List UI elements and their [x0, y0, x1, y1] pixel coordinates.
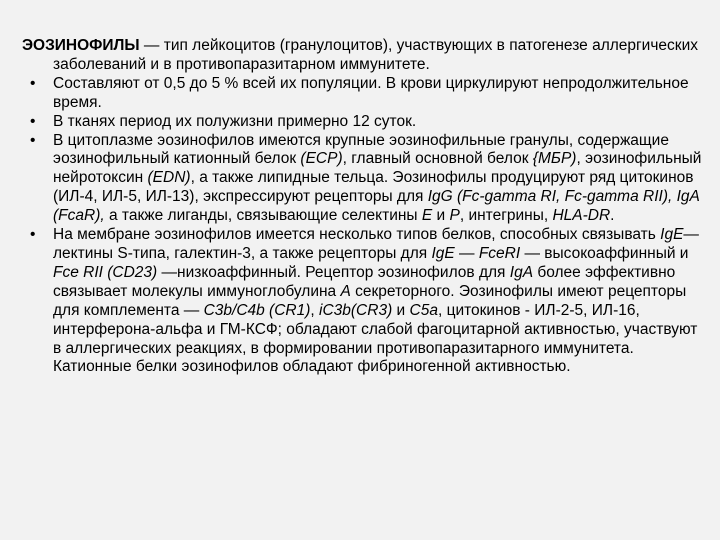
bullet-icon: •: [30, 226, 36, 244]
text-segment: —низкоаффинный. Рецептор эозинофилов для: [157, 263, 510, 281]
term-a: А: [340, 282, 351, 300]
bullet-list: [22, 75, 702, 378]
bullet-icon: •: [30, 112, 36, 130]
term-edn: (EDN): [147, 169, 191, 187]
term-cr1: C3b/C4b (CR1): [203, 301, 311, 319]
text-segment: и: [432, 207, 450, 225]
text-segment: , а также липидные тельца. Эозинофилы продуцируют ряд цитокинов (ИЛ-4, ИЛ-5, ИЛ-13), экспрессируют рецепторы для: [53, 169, 694, 206]
bullet-item-3: [22, 132, 702, 227]
bullet-text: В тканях период их полужизни примерно 12 суток.: [53, 112, 417, 130]
intro-text: — тип лейкоцитов (гранулоцитов), участвующих в патогенезе аллергических заболеваний и в противопаразитарном иммунитете.: [53, 37, 698, 73]
text-segment: секреторного. Эозинофилы имеют рецепторы для комплемента —: [53, 282, 687, 319]
term-fceri: FceRI: [478, 244, 521, 262]
term-cr3: iC3b(CR3): [319, 301, 393, 319]
bullet-item-4: [22, 226, 702, 377]
text-segment: , интегрины,: [459, 207, 553, 225]
text-segment: , цитокинов - ИЛ-2-5, ИЛ-16, интерферона-альфа и ГМ-КСФ; обладают слабой фагоцитарной активностью, участвуют в аллергических реакциях, в формировании противопаразитарного иммунитета. Катионные белки эозинофилов обладают фибриногенной активностью.: [53, 301, 698, 376]
intro-term: ЭОЗИНОФИЛЫ: [22, 37, 140, 54]
bullet-icon: •: [30, 74, 36, 92]
term-mbp: {МБР): [532, 150, 577, 168]
intro-paragraph: [22, 37, 702, 75]
text-segment: .: [610, 207, 615, 225]
text-segment: В цитоплазме эозинофилов имеются крупные эозинофильные гранулы, содержащие эозинофильный катионный белок: [53, 131, 669, 168]
term-fceii: Fce RII (CD23): [53, 263, 158, 281]
bullet-item-2: [22, 113, 702, 132]
term-receptors: IgG (Fc-gamma RI, Fc-gamma RII), IgA (FcaR),: [53, 188, 700, 225]
term-ige: IgE: [660, 226, 684, 244]
term-ecp: (ECP): [300, 150, 343, 168]
bullet-item-1: [22, 75, 702, 113]
text-segment: более эффективно связывает молекулы иммуноглобулина: [53, 263, 676, 300]
text-segment: —: [454, 244, 479, 262]
term-p-selectin: P: [449, 207, 460, 225]
text-segment: — лектины S-типа, галектин-3, а также рецепторы для: [53, 226, 699, 262]
term-ige: IgE: [431, 244, 455, 262]
term-e-selectin: E: [421, 207, 433, 225]
text-segment: ,: [310, 301, 320, 319]
text-segment: и: [392, 301, 410, 319]
term-c5a: C5a: [409, 301, 438, 319]
term-hla-dr: HLA-DR: [552, 207, 611, 225]
text-segment: а также лиганды, связывающие селектины: [104, 207, 422, 225]
bullet-text: Составляют от 0,5 до 5 % всей их популяции. В крови циркулируют непродолжительное время.: [53, 74, 689, 111]
term-iga: IgA: [509, 263, 534, 281]
text-segment: На мембране эозинофилов имеется несколько типов белков, способных связывать: [53, 226, 661, 244]
text-segment: , главный основной белок: [342, 150, 533, 168]
text-segment: , эозинофильный нейротоксин: [53, 150, 702, 187]
text-segment: — высокоаффинный и: [520, 244, 689, 262]
bullet-icon: •: [30, 131, 36, 149]
